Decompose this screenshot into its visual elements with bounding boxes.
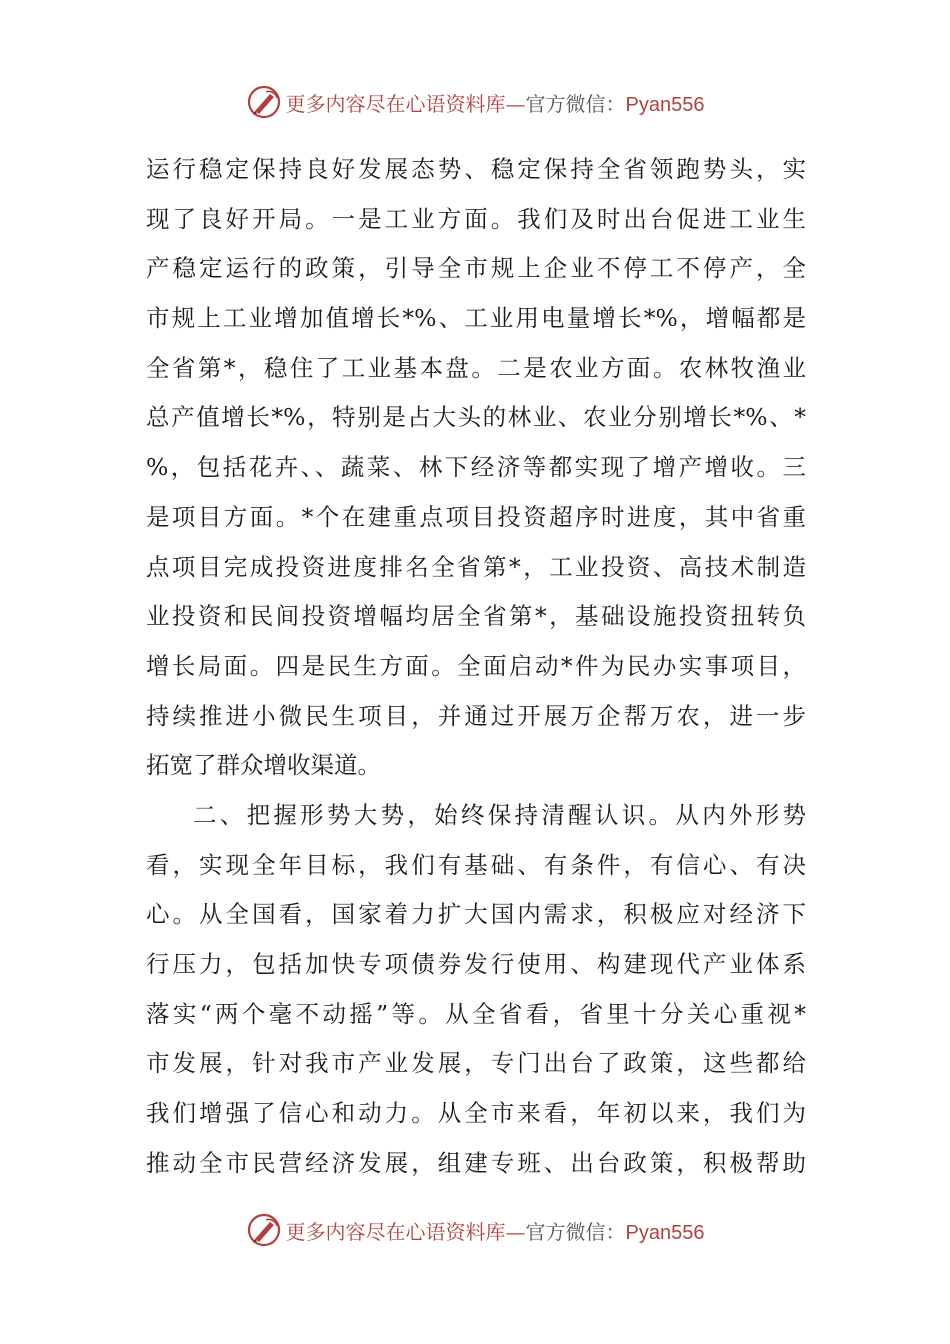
text-line: 推动全市民营经济发展，组建专班、出台政策，积极帮助 [146,1148,806,1177]
watermark-site: 更多内容尽在心语资料库 [285,1219,506,1244]
text-line: 持续推进小微民生项目，并通过开展万企帮万农，进一步 [146,701,806,730]
text-line: %，包括花卉、、蔬菜、林下经济等都实现了增产增收。三 [146,453,806,482]
text-line: 二、把握形势大势，始终保持清醒认识。从内外形势 [193,800,806,829]
watermark-text [286,1216,705,1245]
text-line: 市发展，针对我市产业发展，专门出台了政策，这些都给 [146,1049,806,1078]
text-line: 增长局面。四是民生方面。全面启动*件为民办实事项目， [146,651,806,680]
text-line: 是项目方面。*个在建重点项目投资超序时进度，其中省重 [146,502,806,531]
watermark-account: Pyan556 [625,1221,705,1244]
text-line: 业投资和民间投资增幅均居全省第*，基础设施投资扭转负 [146,602,806,631]
text-line: 落实“两个毫不动摇”等。从全省看，省里十分关心重视* [146,999,806,1028]
text-line: 总产值增长*%，特别是占大头的林业、农业分别增长*%、* [146,403,806,432]
watermark-account: Pyan556 [625,93,705,116]
watermark-dash: — [505,91,526,116]
pen-logo-icon [246,84,282,120]
text-line: 看，实现全年目标，我们有基础、有条件，有信心、有决 [146,850,806,879]
text-line: 现了良好开局。一是工业方面。我们及时出台促进工业生 [146,204,806,233]
document-body [146,145,806,1188]
text-line: 我们增强了信心和动力。从全市来看，年初以来，我们为 [146,1099,806,1128]
watermark-site: 更多内容尽在心语资料库 [285,91,506,116]
text-line: 全省第*，稳住了工业基本盘。二是农业方面。农林牧渔业 [146,353,806,382]
text-line: 行压力，包括加快专项债券发行使用、构建现代产业体系 [146,950,806,978]
text-line: 市规上工业增加值增长*%、工业用电量增长*%，增幅都是 [146,304,806,333]
header-watermark [0,82,950,122]
footer-watermark [0,1210,950,1250]
text-line: 产稳定运行的政策，引导全市规上企业不停工不停产，全 [146,254,806,283]
watermark-label: 官方微信： [525,1219,626,1244]
text-line: 拓宽了群众增收渠道。 [146,751,381,780]
text-line: 点项目完成投资进度排名全省第*，工业投资、高技术制造 [146,552,806,581]
pen-logo-icon [246,1212,282,1248]
watermark-label: 官方微信： [525,91,626,116]
watermark-text [286,88,705,117]
text-line: 心。从全国看，国家着力扩大国内需求，积极应对经济下 [146,900,806,929]
text-line: 运行稳定保持良好发展态势、稳定保持全省领跑势头，实 [146,155,806,183]
watermark-dash: — [505,1219,526,1244]
